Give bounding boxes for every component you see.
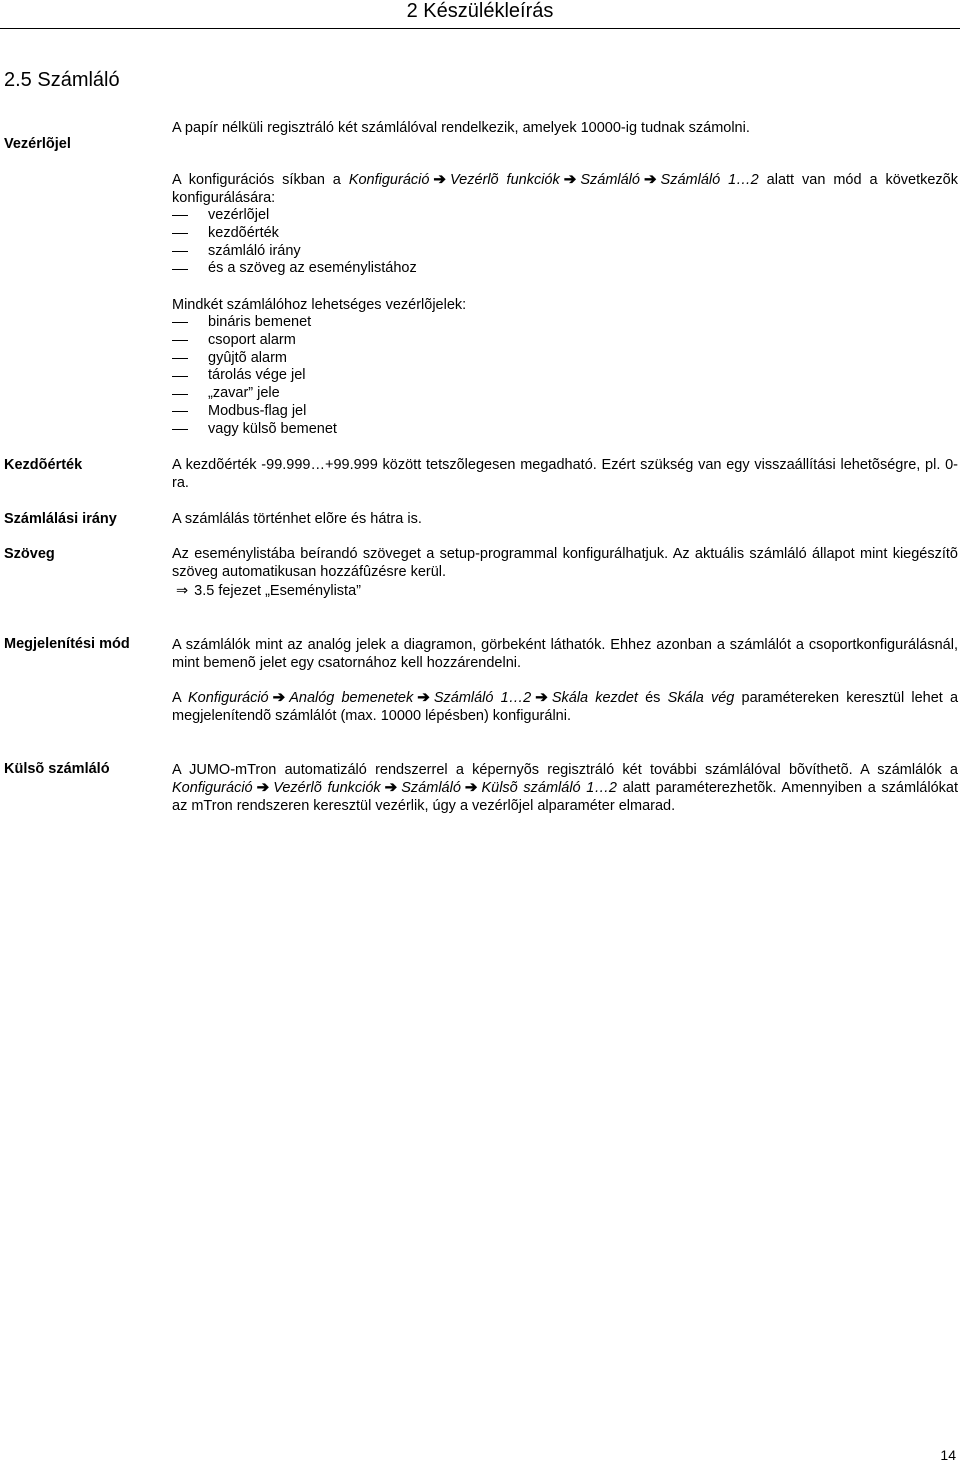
vezerlojel-config-paragraph: A konfigurációs síkban a Konfiguráció ➔ Vezérlõ funkciók ➔ Számláló ➔ Számláló 1…2 alatt van mód a következõk konfigurálására: [172,171,958,206]
arrow-icon: ➔ [563,171,577,188]
side-label-vezerlojel: Vezérlõjel [4,136,71,152]
list-item: vagy külsõ bemenet [172,421,337,439]
arrow-icon: ➔ [643,171,657,188]
list-item: vezérlõjel [172,207,417,225]
list-item: csoport alarm [172,332,337,350]
arrow-icon: ➔ [256,779,270,796]
szoveg-reference: ⇒ 3.5 fejezet „Eseménylista” [176,583,361,599]
chapter-title: 2 Készülékleírás [406,0,554,22]
arrow-icon: ➔ [417,689,430,706]
page-number: 14 [940,1447,956,1463]
side-label-szoveg: Szöveg [4,546,55,562]
list-item: bináris bemenet [172,314,337,332]
arrow-icon: ➔ [433,171,446,188]
header-divider [0,28,960,29]
list-item: „zavar” jele [172,385,337,403]
kezdoertek-text: A kezdõérték -99.999…+99.999 között tetszõlegesen megadható. Ezért szükség van egy visszaállítási lehetõségre, pl. 0-ra. [172,457,958,491]
megjelenitesi-text-2: A Konfiguráció ➔ Analóg bemenetek ➔ Számláló 1…2 ➔ Skála kezdet és Skála vég paramétereken keresztül lehet a megjelenítendõ számlálót (max. 10000 lépésben) konfigurálni. [172,689,959,724]
list-item: és a szöveg az eseménylistához [172,260,417,278]
signals-intro: Mindkét számlálóhoz lehetséges vezérlõjelek: [172,297,467,313]
side-label-kulso-szamlalo: Külsõ számláló [4,761,110,777]
list-item: kezdõérték [172,225,417,243]
arrow-icon: ➔ [384,779,398,796]
side-label-megjelenitesi-mod: Megjelenítési mód [4,636,130,652]
side-label-kezdoertek: Kezdõérték [4,457,83,473]
arrow-icon: ➔ [464,779,478,796]
list-item: Modbus-flag jel [172,403,337,421]
szoveg-text: Az eseménylistába beírandó szöveget a setup-programmal konfigurálhatjuk. Az aktuális számláló állapot mint kiegészítõ szöveg automatikusan hozzáfûzésre kerül. [172,546,958,580]
config-items-list [172,207,417,278]
section-title: 2.5 Számláló [4,69,120,91]
szamlalasi-irany-text: A számlálás történhet elõre és hátra is. [172,511,422,527]
signals-list [172,314,337,439]
kulso-szamlalo-text: A JUMO-mTron automatizáló rendszerrel a képernyõs regisztráló két további számlálóval bõvíthetõ. A számlálók a Konfiguráció ➔ Vezérlõ funkciók ➔ Számláló ➔ Külsõ számláló 1…2 alatt paraméterezhetõk. Amennyiben a számlálókat az mTron rendszeren keresztül vezérlik, úgy a vezérlõjel alparaméter elmarad. [172,762,958,814]
double-arrow-icon: ⇒ [176,583,189,599]
vezerlojel-intro: A papír nélküli regisztráló két számlálóval rendelkezik, amelyek 10000-ig tudnak számolni. [172,120,750,136]
list-item: gyûjtõ alarm [172,350,337,368]
list-item: számláló irány [172,243,417,261]
side-label-szamlalasi-irany: Számlálási irány [4,511,117,527]
arrow-icon: ➔ [535,689,548,706]
arrow-icon: ➔ [272,689,286,706]
list-item: tárolás vége jel [172,367,337,385]
megjelenitesi-text-1: A számlálók mint az analóg jelek a diagramon, görbeként láthatók. Ehhez azonban a számlálót a csoportkonfigurálásnál, mint bemenõ jelet egy csatornához kell hozzárendelni. [172,637,958,671]
